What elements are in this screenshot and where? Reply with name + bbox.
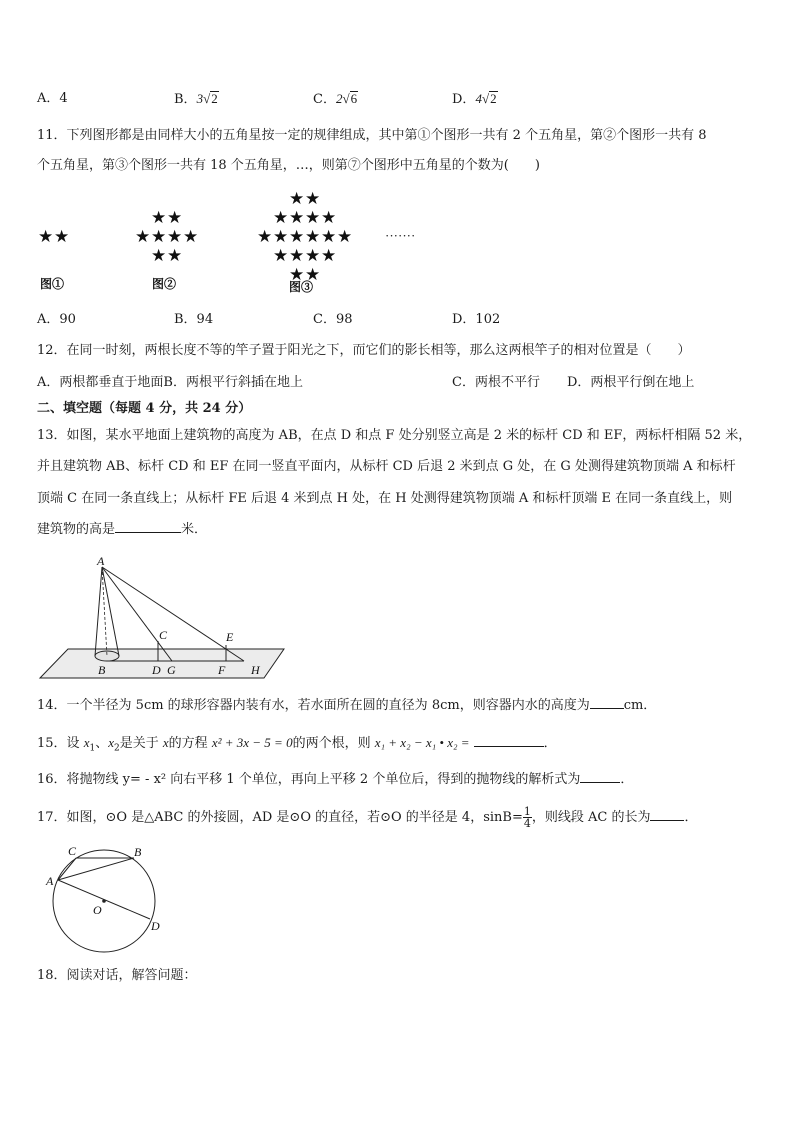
circle-label-C: C [68, 844, 77, 858]
q13-stem-line3: 顶端 C 在同一条直线上；从标杆 FE 后退 4 米到点 H 处，在 H 处测得建筑物顶端 A 和标杆顶端 E 在同一条直线上，则 [37, 491, 733, 506]
star-icon: ★ [151, 208, 167, 227]
q15-answer-blank[interactable] [474, 746, 544, 747]
figure-1-label: 图① [40, 277, 65, 291]
star-icon: ★ [167, 208, 183, 227]
star-icon: ★ [167, 227, 183, 246]
q13-stem-line1: 13．如图，某水平地面上建筑物的高度为 AB，在点 D 和点 F 处分别竖立高是 2 米的标杆 CD 和 EF，两标杆相隔 52 米， [37, 428, 752, 443]
star-icon: ★ [321, 246, 337, 265]
circle-label-D: D [151, 919, 160, 933]
q15-stem: 15．设 $x_1$、$x_2$是关于 x的方程 x² + 3x − 5 = 0的两个根，则 x₁ + x₂ − x₁ • x₂ = ． [37, 735, 557, 754]
q15-equation: x² + 3x − 5 = 0 [211, 735, 293, 750]
q11-option-d: D．102 [452, 312, 501, 327]
q12-option-c: C．两根不平行 [452, 375, 540, 390]
point-label-B: B [98, 663, 106, 677]
q14-answer-blank[interactable] [590, 708, 624, 709]
q11-stem-line1: 11．下列图形都是由同样大小的五角星按一定的规律组成，其中第①个图形一共有 2 个五角星，第②个图形一共有 8 [37, 128, 707, 143]
q16-answer-blank[interactable] [580, 782, 620, 783]
figure-3-label: 图③ [289, 280, 314, 294]
q14-stem: 14．一个半径为 5cm 的球形容器内装有水，若水面所在圆的直径为 8cm，则容器内水的高度为 cm． [37, 698, 657, 713]
star-icon: ★ [289, 246, 305, 265]
star-icon: ★ [305, 189, 321, 208]
figure-2-stars [135, 208, 198, 265]
star-icon: ★ [273, 227, 289, 246]
star-icon: ★ [273, 246, 289, 265]
point-label-E: E [226, 630, 234, 644]
point-label-A: A [97, 554, 105, 568]
star-icon: ★ [305, 208, 321, 227]
star-icon: ★ [305, 265, 321, 284]
q12-stem: 12．在同一时刻，两根长度不等的竿子置于阳光之下，而它们的影长相等，那么这两根竿子的相对位置是（ ） [37, 343, 691, 358]
star-icon: ★ [167, 246, 183, 265]
star-icon: ★ [257, 227, 273, 246]
q11-option-a: A．90 [37, 312, 76, 327]
q16-stem: 16．将抛物线 y= - x² 向右平移 1 个单位，再向上平移 2 个单位后，得到的抛物线的解析式为 ． [37, 772, 634, 787]
star-icon: ★ [135, 227, 151, 246]
q18-stem: 18．阅读对话，解答问题： [37, 968, 197, 983]
q17-answer-blank[interactable] [650, 820, 684, 821]
star-icon: ★ [321, 208, 337, 227]
q13-stem-line2: 并且建筑物 AB、标杆 CD 和 EF 在同一竖直平面内，从标杆 CD 后退 2 米到点 G 处，在 G 处测得建筑物顶端 A 和标杆 [37, 459, 736, 474]
star-icon: ★ [54, 227, 70, 246]
point-label-F: F [218, 663, 226, 677]
star-icon: ★ [151, 246, 167, 265]
circle-label-A: A [46, 874, 54, 888]
star-icon: ★ [289, 208, 305, 227]
q11-ellipsis: ······· [385, 228, 416, 243]
star-icon: ★ [289, 265, 305, 284]
star-icon: ★ [289, 189, 305, 208]
star-icon: ★ [305, 246, 321, 265]
q10-option-c: C．2√6 [313, 91, 358, 107]
q17-figure [38, 840, 178, 955]
q17-stem: 17．如图，⊙O 是△ABC 的外接圆，AD 是⊙O 的直径，若⊙O 的半径是 4，sinB= $\frac{1}{4}$ ，则线段 AC 的长为 ． [37, 805, 698, 830]
q11-option-b: B．94 [174, 312, 214, 327]
q12-option-ab: A．两根都垂直于地面B．两根平行斜插在地上 [37, 375, 303, 390]
figure-2-label: 图② [152, 277, 177, 291]
q11-star-figures [30, 185, 470, 297]
figure-3-stars [257, 189, 352, 284]
q11-stem-line2: 个五角星，第③个图形一共有 18 个五角星，…，则第⑦个图形中五角星的个数为( ) [37, 158, 540, 173]
q10-option-a: A．4 [37, 91, 68, 106]
q13-stem-line4: 建筑物的高是 米． [37, 522, 208, 537]
star-icon: ★ [321, 227, 337, 246]
star-icon: ★ [183, 227, 199, 246]
q12-option-d: D．两根平行倒在地上 [567, 375, 695, 390]
q13-figure [38, 553, 286, 683]
circle-label-B: B [134, 845, 142, 859]
q11-option-c: C．98 [313, 312, 353, 327]
q13-answer-blank[interactable] [115, 532, 181, 533]
q10-option-d: D．4√2 [452, 91, 497, 107]
star-icon: ★ [151, 227, 167, 246]
figure-1-stars [38, 227, 69, 246]
point-label-C: C [159, 628, 168, 642]
q15-expression: x₁ + x₂ − x₁ • x₂ = [374, 735, 470, 750]
star-icon: ★ [38, 227, 54, 246]
section-title: 二、填空题（每题 4 分，共 24 分） [37, 401, 252, 416]
point-label-H: H [251, 663, 260, 677]
circle-label-O: O [93, 903, 102, 917]
sin-fraction: $\frac{1}{4}$ [523, 805, 531, 830]
point-label-D: D [152, 663, 161, 677]
point-label-G: G [167, 663, 176, 677]
q10-option-b: B．3√2 [174, 91, 218, 107]
star-icon: ★ [273, 208, 289, 227]
star-icon: ★ [337, 227, 353, 246]
star-icon: ★ [289, 227, 305, 246]
star-icon: ★ [305, 227, 321, 246]
